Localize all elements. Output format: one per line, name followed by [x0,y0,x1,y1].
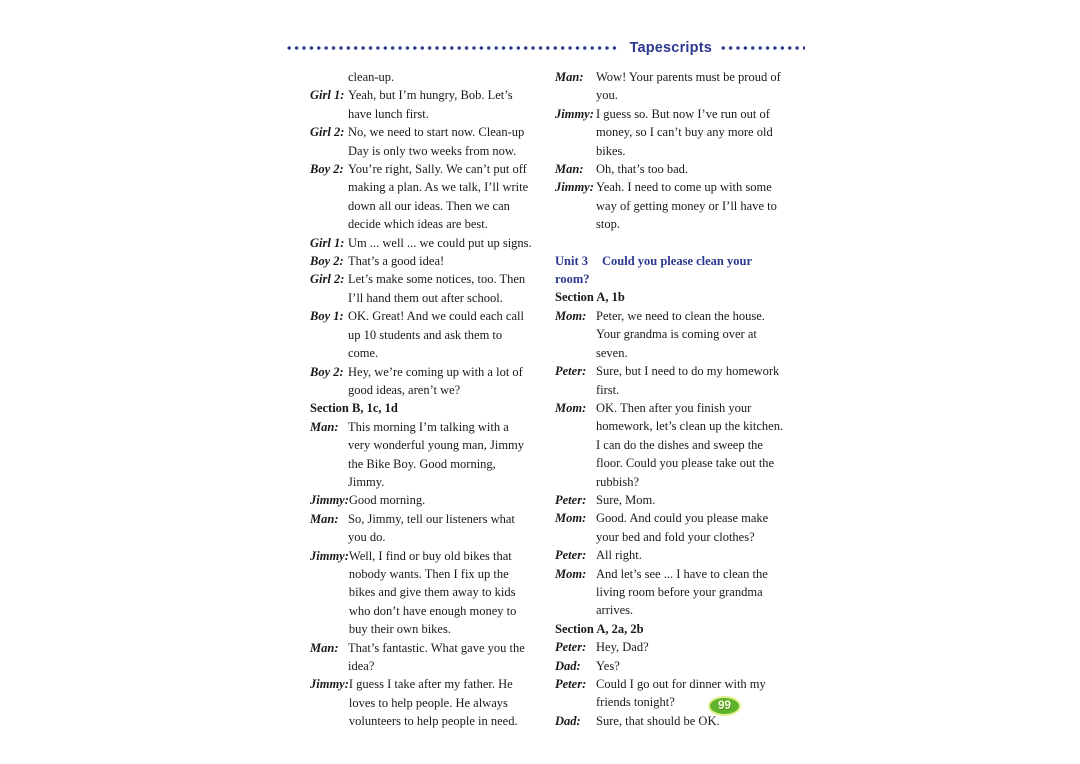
dialogue-text: So, Jimmy, tell our listeners what you do. [348,511,515,545]
dialogue-text: Good. And could you please make your bed and fold your clothes? [596,511,769,544]
speaker-label: Dad: [555,658,581,673]
dotted-rule-right [721,45,805,51]
dotted-rule-left [287,45,618,51]
right-column [555,68,787,731]
dialogue-line [555,565,787,620]
speaker-label: Boy 2: [310,254,344,269]
speaker-label: Peter: [555,364,587,379]
dialogue-text: That’s a good idea! [348,254,445,269]
speaker-label: Dad: [555,713,581,728]
dialogue-line [555,491,787,509]
dialogue-line [555,178,787,233]
speaker-label: Jimmy: [310,548,349,563]
dialogue-line [555,509,787,546]
unit-title: Could you please clean your room? [555,253,752,287]
dialogue-text: This morning I’m talking with a very wonderful young man, Jimmy the Bike Boy. Good morning, Jimmy. [348,419,525,489]
dialogue-text: Yes? [596,658,620,673]
speaker-label: Man: [310,419,339,434]
dialogue-line [310,160,533,234]
speaker-label: Girl 1: [310,235,345,250]
dialogue-text: That’s fantastic. What gave you the idea? [348,640,525,673]
dialogue-text: No, we need to start now. Clean-up Day is only two weeks from now. [348,125,525,158]
speaker-label: Girl 2: [310,272,345,287]
speaker-label: Mom: [555,511,587,526]
unit-number: Unit 3 [555,253,588,268]
dialogue-line [555,712,787,730]
dialogue-text: Yeah, but I’m hungry, Bob. Let’s have lunch first. [348,88,513,121]
dialogue-text: Oh, that’s too bad. [596,162,689,177]
dialogue-line [310,547,533,639]
speaker-label: Jimmy: [555,180,594,195]
dialogue-line [555,399,787,491]
speaker-label: Boy 1: [310,309,344,324]
tapescript-columns [310,68,787,731]
speaker-label: Man: [555,70,584,84]
speaker-label: Man: [310,511,339,526]
dialogue-text: Hey, we’re coming up with a lot of good ideas, aren’t we? [348,364,523,397]
continuation-line [310,68,533,86]
dialogue-text: OK. Then after you finish your homework, let’s clean up the kitchen. I can do the dishes and sweep the floor. Could you please take out the rubbish? [596,400,784,489]
dialogue-line [555,546,787,564]
speaker-label: Mom: [555,566,587,581]
dialogue-text: You’re right, Sally. We can’t put off making a plan. As we talk, I’ll write down all our ideas. Then we can decide which ideas are best. [348,162,529,232]
speaker-label: Jimmy: [310,493,349,508]
speaker-label: Girl 1: [310,88,345,103]
dialogue-line [310,363,533,400]
left-column [310,68,533,731]
dialogue-text: Sure, Mom. [596,492,656,507]
dialogue-text: Well, I find or buy old bikes that nobody wants. Then I fix up the bikes and give them away to kids who don’t have enough money to buy their own bikes. [348,548,517,637]
page-header [287,40,805,56]
speaker-label: Peter: [555,548,587,563]
dialogue-line [555,657,787,675]
dialogue-text: I guess I take after my father. He loves to help people. He always volunteers to help people in need. [348,677,518,729]
page-number-badge: 99 [708,696,741,716]
dialogue-line [555,68,787,105]
dialogue-text: Yeah. I need to come up with some way of getting money or I’ll have to stop. [596,180,777,232]
page-title: Tapescripts [629,40,712,56]
dialogue-text: Sure, that should be OK. [596,713,720,728]
speaker-label: Mom: [555,308,587,323]
dialogue-text: Hey, Dad? [596,640,649,655]
dialogue-line [310,86,533,123]
dialogue-line [555,160,787,178]
speaker-label: Boy 2: [310,162,344,177]
section-heading: Section A, 1b [555,290,625,305]
dialogue-line [555,638,787,656]
dialogue-line [555,307,787,362]
dialogue-text: And let’s see ... I have to clean the living room before your grandma arrives. [596,566,768,618]
dialogue-line [555,362,787,399]
dialogue-line [310,270,533,307]
dialogue-text: Wow! Your parents must be proud of you. [596,70,781,103]
dialogue-line [310,639,533,676]
dialogue-text: OK. Great! And we could each call up 10 students and ask them to come. [348,309,524,361]
dialogue-line [310,123,533,160]
dialogue-text: Peter, we need to clean the house. Your grandma is coming over at seven. [596,308,765,360]
dialogue-text: Could I go out for dinner with my friends tonight? [596,677,766,710]
speaker-label: Jimmy: [555,106,594,121]
dialogue-line [310,234,533,252]
dialogue-line [310,252,533,270]
speaker-label: Man: [555,162,584,177]
dialogue-text: Let’s make some notices, too. Then I’ll hand them out after school. [348,272,526,305]
dialogue-text: Um ... well ... we could put up signs. [348,235,532,250]
tapescripts-page [287,40,805,731]
dialogue-text: Good morning. [348,493,426,508]
dialogue-line [310,510,533,547]
speaker-label: Peter: [555,640,587,655]
speaker-label [310,68,348,86]
dialogue-text: All right. [596,548,642,563]
section-heading: Section B, 1c, 1d [310,401,398,416]
speaker-label: Man: [310,640,339,655]
dialogue-line [310,491,533,509]
speaker-label: Boy 2: [310,364,344,379]
dialogue-line [310,307,533,362]
dialogue-text: Sure, but I need to do my homework first. [596,364,780,397]
dialogue-line [555,105,787,160]
dialogue-text: clean-up. [348,70,395,84]
dialogue-line [310,675,533,730]
dialogue-line [555,675,787,712]
speaker-label: Jimmy: [310,677,349,692]
section-heading: Section A, 2a, 2b [555,621,644,636]
speaker-label: Mom: [555,400,587,415]
speaker-label: Peter: [555,677,587,691]
dialogue-text: I guess so. But now I’ve run out of money, so I can’t buy any more old bikes. [596,106,773,158]
dialogue-line [310,418,533,492]
speaker-label: Girl 2: [310,125,345,140]
unit-heading [555,252,787,289]
speaker-label: Peter: [555,492,587,507]
